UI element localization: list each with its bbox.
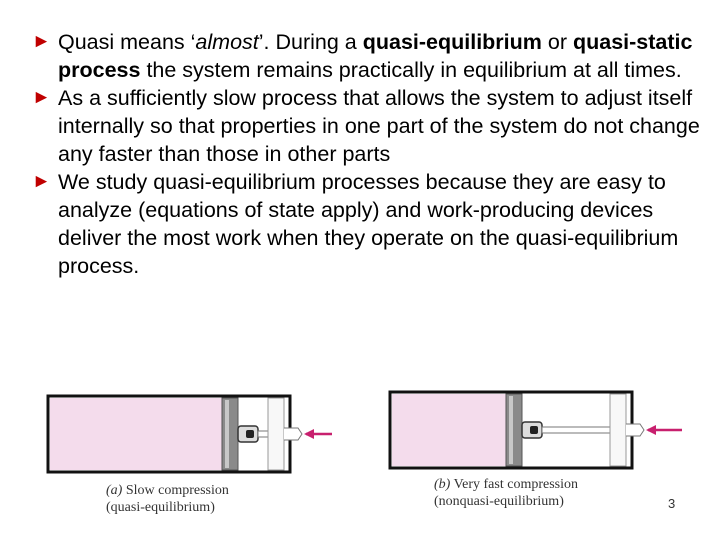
figure-caption — [106, 482, 229, 516]
bullet-item-quasi-definition — [32, 28, 702, 84]
term-quasi-equilibrium: quasi-equilibrium — [362, 30, 542, 54]
piston-pin-icon — [246, 430, 254, 438]
text-segment: or — [541, 30, 573, 54]
rod-end-cap — [284, 428, 302, 440]
term-quasi-static-process: quasi-static process — [58, 30, 693, 82]
piston-cylinder-diagram — [40, 388, 340, 478]
bullet-list — [32, 28, 702, 280]
caption-title: Very fast compression — [450, 477, 578, 492]
piston-head — [506, 394, 522, 466]
caption-label: (a) — [106, 483, 123, 498]
piston-highlight — [509, 396, 513, 464]
caption-label: (b) — [434, 477, 451, 492]
gas-region — [50, 398, 222, 470]
bullet-text: As a sufficiently slow process that allows the system to adjust itself internally so that properties in one part of the system do not change any faster than those in other parts — [58, 86, 700, 166]
caption-line: (quasi-equilibrium) — [106, 500, 215, 515]
caption-line — [434, 476, 578, 493]
gas-region — [392, 394, 506, 466]
rod-end-cap — [626, 424, 644, 436]
figure-slow-compression — [40, 388, 340, 528]
text-segment: Quasi means ‘ — [58, 30, 196, 54]
bullet-text: We study quasi-equilibrium processes because they are easy to analyze (equations of state apply) and work-producing devices deliver the most work when they operate on the quasi-equilibrium process. — [58, 170, 679, 278]
caption-line — [106, 482, 229, 499]
bullet-arrow-icon: ► — [32, 87, 51, 108]
bullet-text — [58, 28, 702, 84]
outer-plate — [268, 398, 284, 470]
push-arrow-icon — [646, 425, 656, 435]
piston-head — [222, 398, 238, 470]
caption-line: (nonquasi-equilibrium) — [434, 494, 564, 509]
figure-fast-compression — [382, 388, 694, 528]
figure-caption — [434, 476, 578, 510]
push-arrow-icon — [304, 429, 314, 439]
outer-plate — [610, 394, 626, 466]
emphasis-almost: almost — [195, 30, 259, 54]
piston-pin-icon — [530, 426, 538, 434]
text-segment: ’. During a — [258, 30, 363, 54]
bullet-arrow-icon: ► — [32, 171, 51, 192]
piston-highlight — [225, 400, 229, 468]
text-segment: the system remains practically in equilibrium at all times. — [140, 58, 682, 82]
piston-cylinder-diagram — [382, 388, 694, 474]
bullet-item-why-study — [32, 168, 702, 280]
caption-title: Slow compression — [122, 483, 229, 498]
bullet-arrow-icon: ► — [32, 31, 51, 52]
page-number: 3 — [668, 496, 676, 511]
bullet-item-slow-process — [32, 84, 702, 168]
